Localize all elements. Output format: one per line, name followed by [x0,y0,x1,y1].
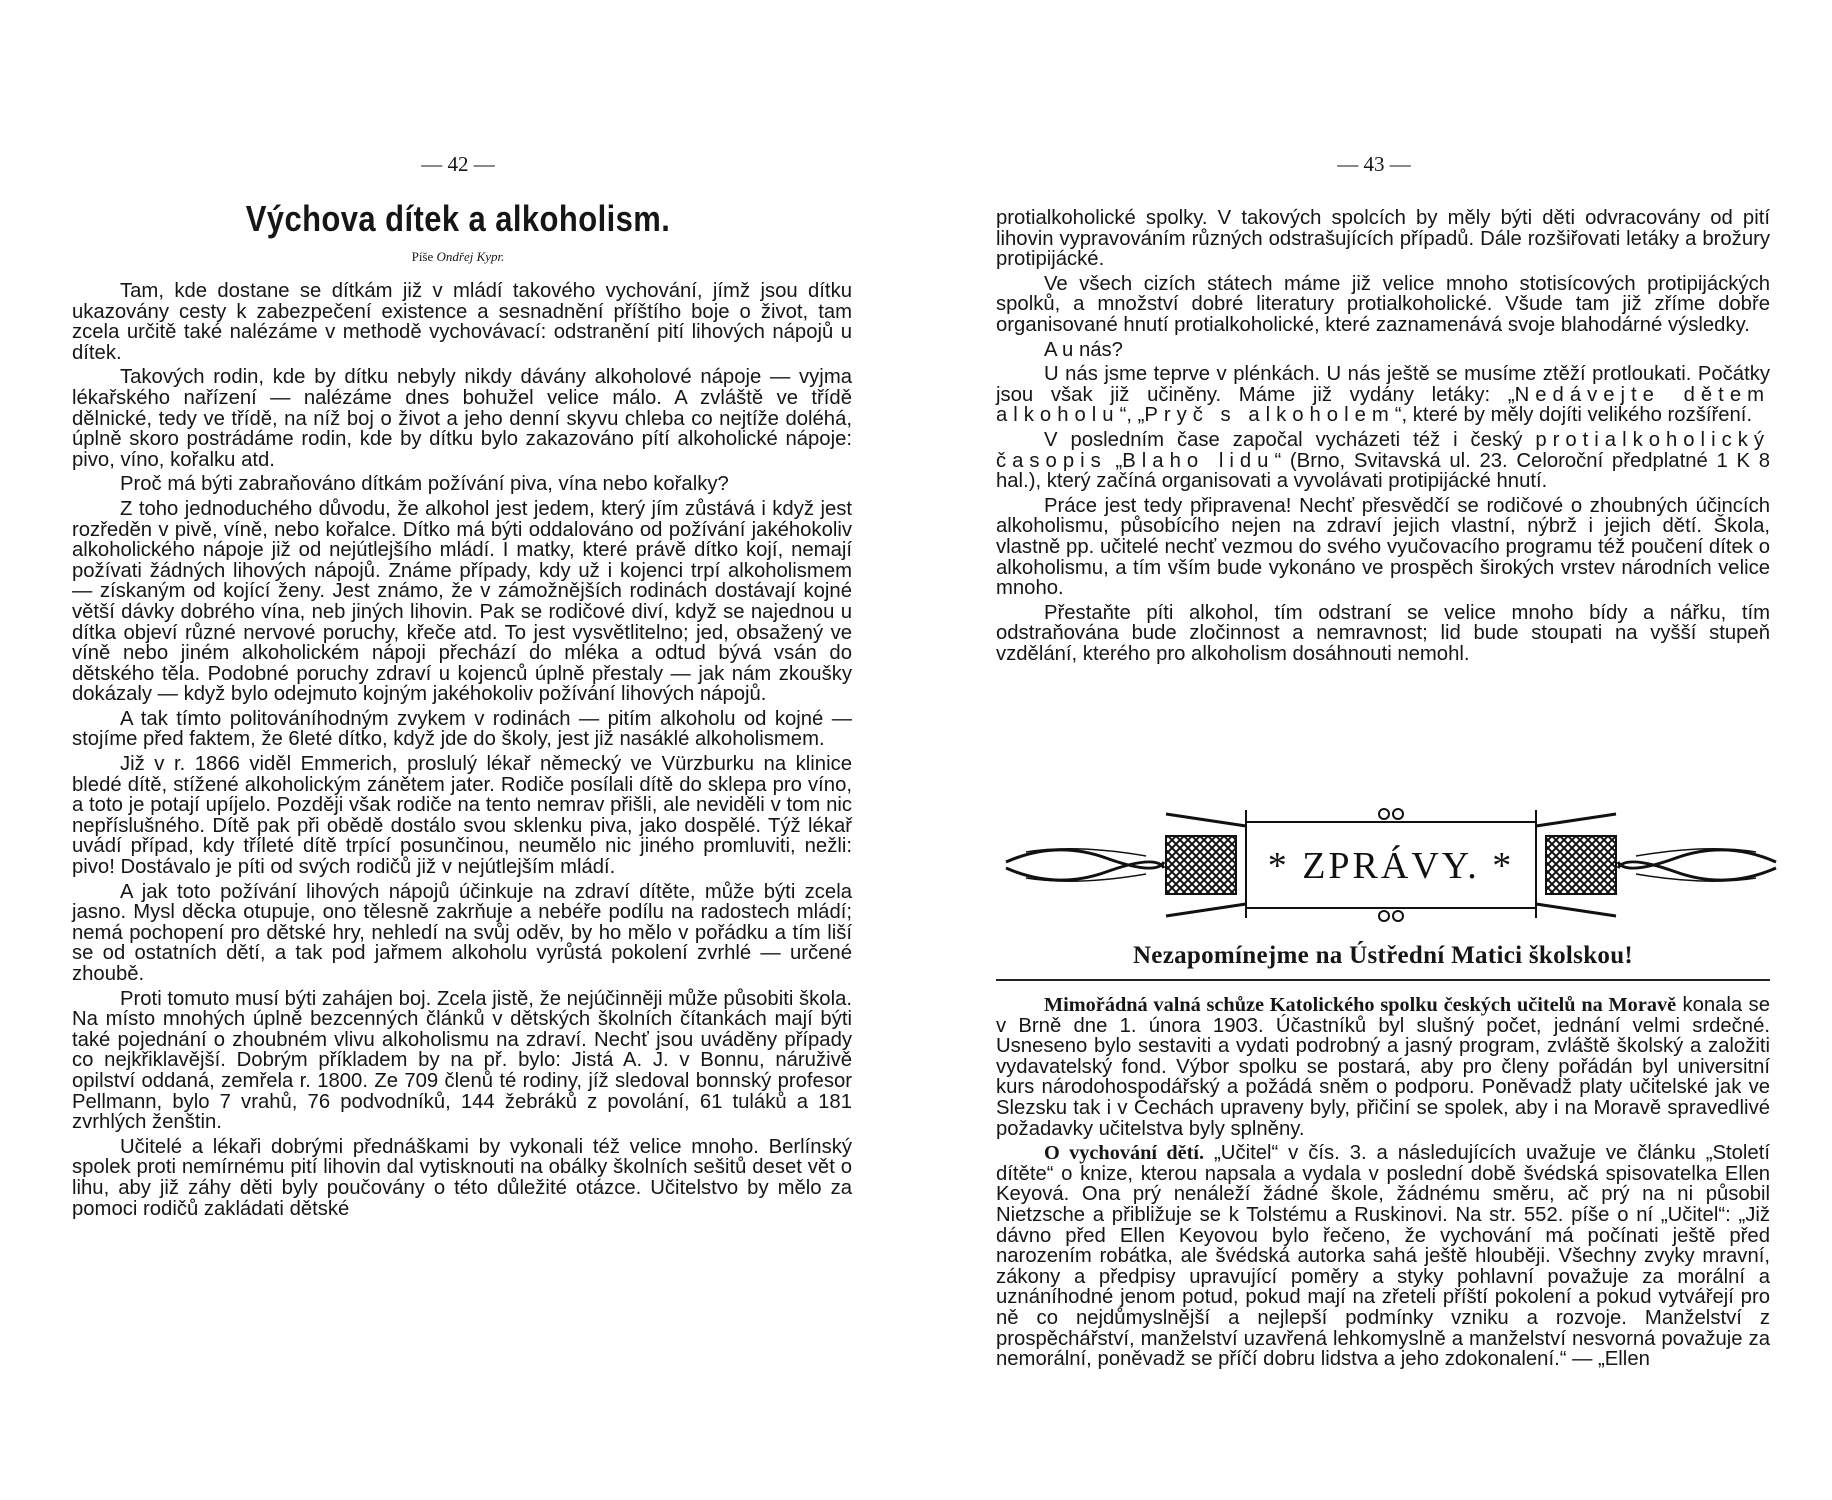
journal-type: protialkoholický časopis [996,428,1770,472]
paragraph: Již v r. 1866 viděl Emmerich, proslulý lékař německý ve Vürzburku na klinice bledé dítě, stížené alkoholickým zánětem jater. Rodiče posílali dítě do sklepa pro víno, a toto je potají upíjelo. Později však rodiče na tento nemrav přišli, ale neviděli v tom nic nepříslušného. Dítě pak při obědě dostálo svou sklenku piva, jako dospělé. Týž lékař uvádí případ, kdy tříleté dítě trpící posunčinou, neumělo nic jiného promluviti, nežli: pivo! Dostávalo je píti od svých rodičů již v nejútlejším mládí. [72,753,852,879]
text-run: U nás jsme teprve v plénkách. U nás ještě se musíme ztěží protloukati. Počátky jsou však již učiněny. Máme již vydány letáky: „ [996,363,1770,406]
text-run: “ (Brno, Svitavská ul. 23. Celoroční předplatné 1 K 8 hal.), který začíná organisovati a vyvolávati protipijácké hnutí. [996,449,1771,493]
news-item [996,995,1770,1139]
paragraph: Ve všech cizích státech máme již velice mnoho stotisícových protipijáckých spolků, a množství dobré literatury protialkoholické. Všude tam již zříme dobře organisované hnutí protialkoholické, které zaznamenává svoje blahodárné výsledky. [996,272,1770,336]
right-article-continuation [996,208,1770,668]
paragraph: Z toho jednoduchého důvodu, že alkohol jest jedem, který jím zůstává i když jest rozředěn v pivě, víně, nebo kořalce. Dítko má býti oddalováno od požívání jakéhokoliv alkoholického nápoje již od nejútlejšího mládí. I matky, které právě dítko kojí, nemají požívati žádných lihových nápojů. Známe případy, kdy už i kojenci trpí alkoholismem — získaným od kojící ženy. Jest známo, že v zámožnějších rodinách dostávají kojné větší dávky dobrého vína, neb jiných lihovin. Pak se rodičové diví, když se najednou u dítka objeví různé nervové poruchy, křeče atd. To jest vysvětlitelno; jed, obsažený ve víně nebo jiném alkoholickém nápoji přechází do mléka a odtud bývá vsán do dětského těla. Podobné poruchy zdraví u kojenců úplně přestaly — jak nám zkoušky dokázaly — když bylo odejmuto kojným jakéhokoliv požívání lihových nápojů. [72,497,852,706]
text-run: “, které by měly dojíti velikého rozšíření. [1394,404,1753,427]
paragraph: Proč má býti zabraňováno dítkám požívání piva, vína nebo kořalky? [120,473,729,496]
byline-prefix: Píše [411,249,434,264]
text-run: V posledním čase započal vycházeti též i český [1044,428,1536,451]
article-title: Výchova dítek a alkoholism. [245,198,671,239]
page-number-right: — 43 — [1337,152,1411,176]
leaflet-title-1: Nedávejte dětem alkoholu [996,383,1770,427]
headline-rule [996,979,1770,981]
article-byline [0,249,916,265]
news-headline: Nezapomínejme na Ústřední Matici školskou! [1132,942,1634,969]
paragraph: A tak tímto politováníhodným zvykem v rodinách — pitím alkoholu od kojné — stojíme před faktem, že 6leté dítko, když jde do školy, jest již nasáklé alkoholismem. [72,707,852,751]
paragraph: Proti tomuto musí býti zahájen boj. Zcela jistě, že nejúčinněji může působiti škola. Na místo mnohých úplně bezcenných článků v dětských školních čítankách mají býti také pojednání o zhoubném vlivu alkoholismu na zdraví. Nechť jsou uváděny případy co nejkřiklavější. Dobrým příkladem by na př. bylo: Jistá A. J. v Bonnu, náruživě opilství oddaná, zemřela r. 1800. Ze 709 členů té rodiny, jíž sledoval bonnský profesor Pellmann, bylo 7 vrahů, 76 podvodníků, 144 žebráků z povolání, 61 tuláků a 181 zvrhlých ženštin. [72,987,852,1134]
text-run: „ [1106,449,1123,472]
paragraph-leaflets [996,364,1770,426]
leaflet-title-2: Pryč s alkoholem [1144,404,1395,427]
paragraph: A jak toto požívání lihových nápojů účinkuje na zdraví dítěte, může býti zcela jasno. Mysl děcka otupuje, ono tělesně zakrňuje a nebéře podílu na radostech mládí; nemá pochopení pro dětské hry, nehledí na svůj oděv, by ho mělo v pořádku a tím liší se od ostatních dětí, a tak pod jařmem alkoholu vyrůstá pokolení zvrhlé — určené zhoubě. [72,880,852,985]
left-article-body [72,281,852,1223]
section-banner-ornament [996,800,1786,930]
section-title: * ZPRÁVY. * [1267,845,1515,887]
text-run: “, „ [1119,404,1145,427]
paragraph: protialkoholické spolky. V takových spolcích by měly býti děti odvracovány od pití lihovin vypravováním různých odstrašujících případů. Dále rozšiřovati letáky a brožury protipijácké. [996,207,1770,271]
news-item-lead: O vychování dětí. [1044,1142,1205,1165]
byline-author: Ondřej Kypr. [436,249,505,264]
journal-title: Blaho lidu [1122,449,1275,472]
news-item [996,1143,1770,1370]
paragraph: A u nás? [1044,338,1123,361]
paragraph-journal [996,430,1770,492]
paragraph: Práce jest tedy připravena! Nechť přesvědčí se rodičové o zhoubných účincích alkoholismu, působícího nejen na zdraví jejich vlastní, nýbrž i jejich dětí. Škola, vlastně pp. učitelé nechť vezmou do svého vyučovacího programu též poučení dítek o alkoholismu, a tím vším bude vykonáno ve prospěch širokých vrstev národních velice mnoho. [996,494,1770,600]
paragraph: Tam, kde dostane se dítkám již v mládí takového vychování, jímž jsou dítku ukazovány cesty k zabezpečení existence a sesnadnění příštího boje o život, tam zcela určitě také nalézáme v methodě vychovávací: odstranění pití lihových nápojů u dítek. [72,280,852,364]
paragraph: Přestaňte píti alkohol, tím odstraní se velice mnoho bídy a nářku, tím odstraňována bude zločinnost a nemravnost; lid bude stoupati na vyšší stupeň vzdělání, kterého pro alkoholism dosáhnouti nemohl. [996,601,1770,665]
news-item-text: „Učitel“ v čís. 3. a následujících uvažuje ve článku „Století dítěte“ o knize, kterou napsala a vydala v poslední době švédská spisovatelka Ellen Keyová. Ona prý nenáleží žádné škole, žádnému směru, ač prý na ni působil Nietzsche a přibližuje se k Tolstému a Ruskinovi. Na str. 552. píše o ní „Učitel“: „Již dávno před Ellen Keyovou bylo řečeno, že vychování má počínati ještě před narozením robátka, ale švédská autorka sahá ještě hlouběji. Všechny zvyky mravní, zákony a předpisy upravující poměry a styky pohlavní považuje za morální a uznáníhodné jenom potud, pokud mají na zřeteli příští pokolení a pokud vytvářejí pro ně co nejdůmyslnější a nejlepší podmínky vzniku a rozvoje. Manželství z prospěchářství, manželství uzavřená lehkomyslně a manželství nesvorná považuje za nemorální, poněvadž se příčí dobru lidstva a jeho zdokonalení.“ — „Ellen [996,1142,1770,1371]
right-page [916,0,1832,1500]
page-number-left: — 42 — [421,152,495,176]
paragraph: Učitelé a lékaři dobrými přednáškami by vykonali též velice mnoho. Berlínský spolek proti nemírnému pití lihovin dal vytisknouti na obálky školních sešitů deset vět o lihu, aby již záhy děti byly poučovány o této důležité otázce. Učitelstvo by mělo za pomoci rodičů zakládati dětské [72,1135,852,1220]
news-item-text: konala se v Brně dne 1. února 1903. Účastníků byl slušný počet, jednání velmi srdečné. Usneseno bylo sestaviti a vydati podrobný a jasný program, zvláště školský a založiti vydavatelský fond. Výbor spolku se postará, aby pro členy pořádán byl universitní kurs národohospodářský a požádá sněm o podporu. Poněvadž platy učitelské jak ve Slezsku tak i v Čechách upraveny byly, přičiní se spolek, aby i na Moravě spravedlivé požadavky učitelstva byly splněny. [996,994,1770,1140]
news-column [996,995,1770,1374]
news-item-lead: Mimořádná valná schůze Katolického spolku českých učitelů na Moravě [1044,994,1677,1016]
paragraph: Takových rodin, kde by dítku nebyly nikdy dávány alkoholové nápoje — vyjma lékařského nařízení — nalézáme dnes bohužel velice málo. A zvláště ve třídě dělnické, tedy ve třídě, na níž boj o život a jeho denní skyvu chleba co nejtíže doléhá, úplně skoro postrádáme rodin, kde by dítku bylo zakazováno pítí alkoholické nápoje: pivo, víno, kořalku atd. [72,366,852,471]
